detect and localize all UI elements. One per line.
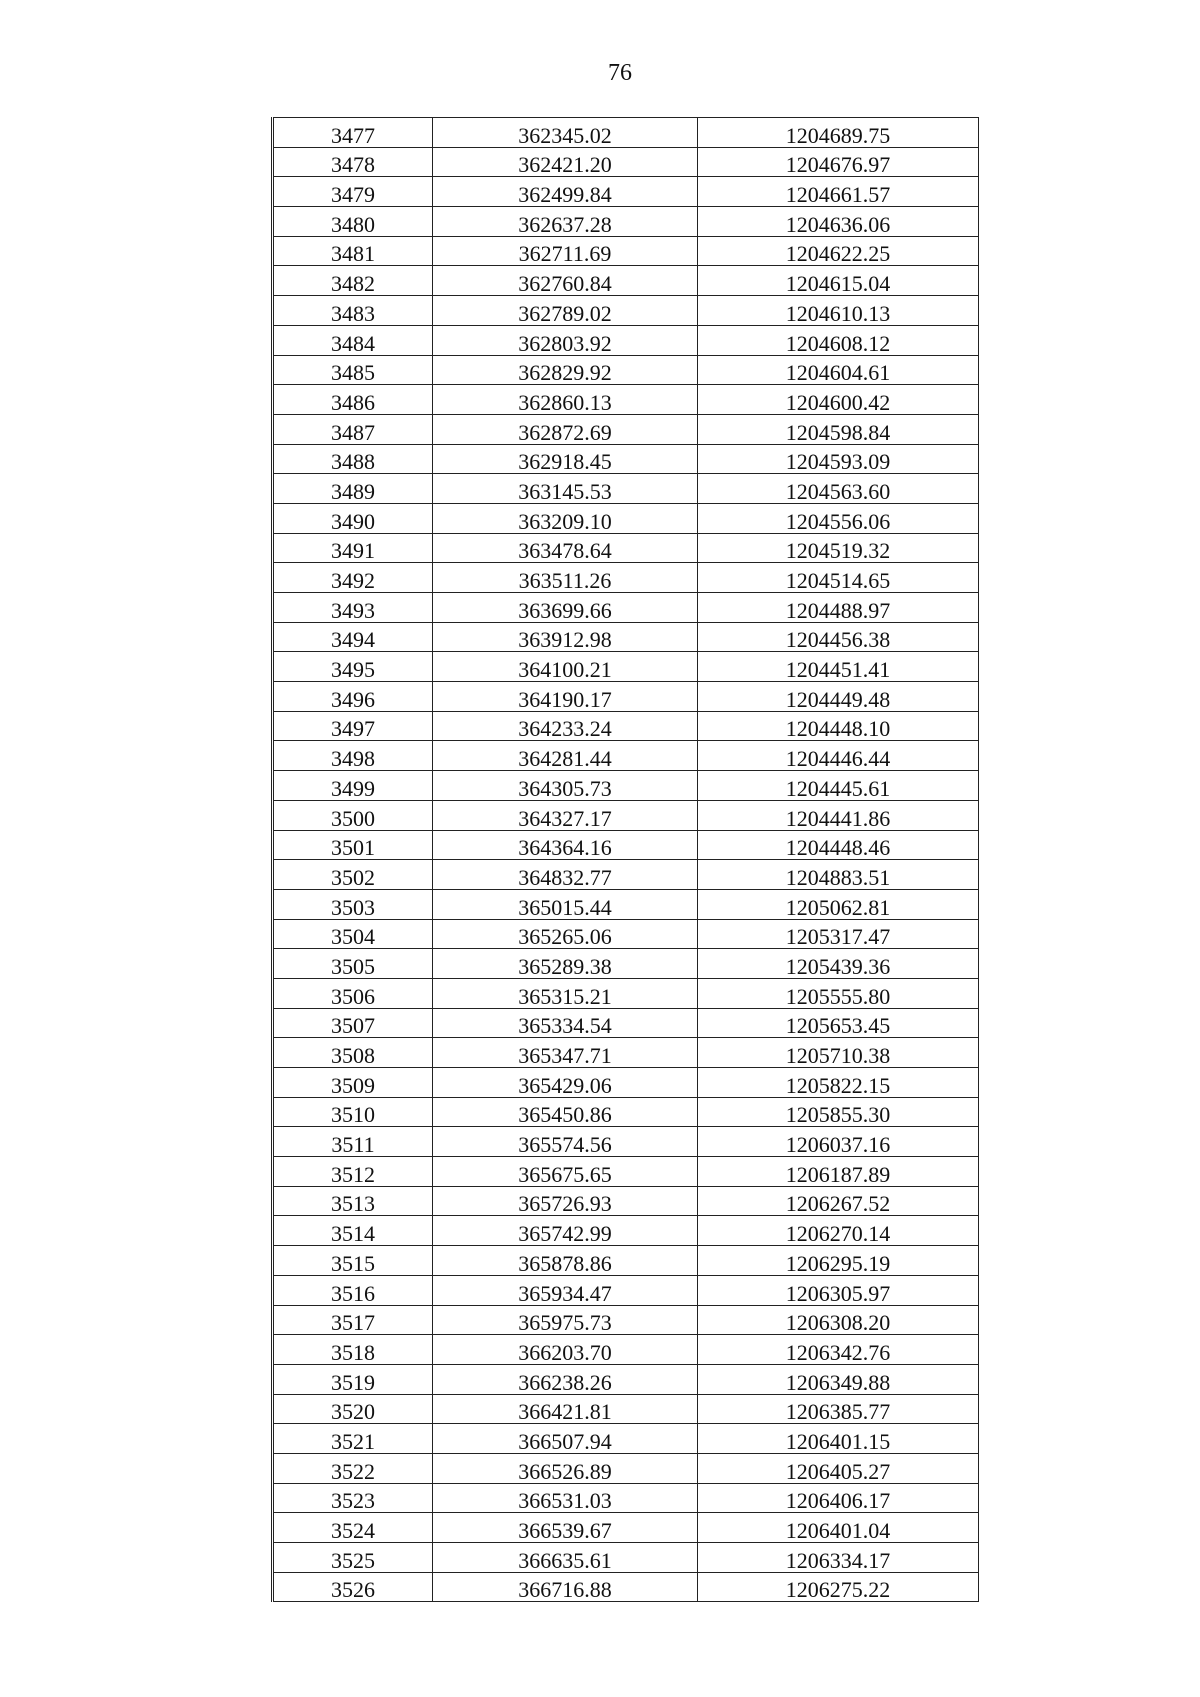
- x-coordinate-cell: 362872.69: [433, 414, 698, 444]
- y-coordinate-cell: 1206405.27: [698, 1453, 979, 1483]
- x-coordinate-cell: 366635.61: [433, 1543, 698, 1573]
- x-coordinate-cell: 365975.73: [433, 1305, 698, 1335]
- y-coordinate-cell: 1206187.89: [698, 1157, 979, 1187]
- x-coordinate-cell: 366716.88: [433, 1572, 698, 1602]
- point-number-cell: 3518: [273, 1335, 433, 1365]
- y-coordinate-cell: 1205439.36: [698, 949, 979, 979]
- table-row: [273, 563, 979, 593]
- point-number-cell: 3478: [273, 147, 433, 177]
- x-coordinate-cell: 366421.81: [433, 1394, 698, 1424]
- table-row: [273, 622, 979, 652]
- y-coordinate-cell: 1205822.15: [698, 1068, 979, 1098]
- y-coordinate-cell: 1204600.42: [698, 385, 979, 415]
- x-coordinate-cell: 363145.53: [433, 474, 698, 504]
- table-row: [273, 978, 979, 1008]
- point-number-cell: 3502: [273, 860, 433, 890]
- table-row: [273, 860, 979, 890]
- y-coordinate-cell: 1206406.17: [698, 1483, 979, 1513]
- point-number-cell: 3501: [273, 830, 433, 860]
- point-number-cell: 3510: [273, 1097, 433, 1127]
- table-row: [273, 1127, 979, 1157]
- y-coordinate-cell: 1205855.30: [698, 1097, 979, 1127]
- coordinates-table: [271, 117, 979, 1602]
- table-row: [273, 1246, 979, 1276]
- point-number-cell: 3496: [273, 682, 433, 712]
- x-coordinate-cell: 362860.13: [433, 385, 698, 415]
- table-row: [273, 1008, 979, 1038]
- point-number-cell: 3497: [273, 711, 433, 741]
- point-number-cell: 3495: [273, 652, 433, 682]
- x-coordinate-cell: 366507.94: [433, 1424, 698, 1454]
- table-row: [273, 1305, 979, 1335]
- table-row: [273, 236, 979, 266]
- point-number-cell: 3494: [273, 622, 433, 652]
- x-coordinate-cell: 362345.02: [433, 118, 698, 148]
- y-coordinate-cell: 1204456.38: [698, 622, 979, 652]
- point-number-cell: 3513: [273, 1186, 433, 1216]
- point-number-cell: 3508: [273, 1038, 433, 1068]
- y-coordinate-cell: 1204676.97: [698, 147, 979, 177]
- x-coordinate-cell: 365315.21: [433, 978, 698, 1008]
- table-row: [273, 503, 979, 533]
- point-number-cell: 3523: [273, 1483, 433, 1513]
- y-coordinate-cell: 1204446.44: [698, 741, 979, 771]
- x-coordinate-cell: 363912.98: [433, 622, 698, 652]
- x-coordinate-cell: 366238.26: [433, 1364, 698, 1394]
- y-coordinate-cell: 1205710.38: [698, 1038, 979, 1068]
- point-number-cell: 3488: [273, 444, 433, 474]
- x-coordinate-cell: 365726.93: [433, 1186, 698, 1216]
- x-coordinate-cell: 365289.38: [433, 949, 698, 979]
- y-coordinate-cell: 1204883.51: [698, 860, 979, 890]
- y-coordinate-cell: 1204689.75: [698, 118, 979, 148]
- y-coordinate-cell: 1206275.22: [698, 1572, 979, 1602]
- y-coordinate-cell: 1204556.06: [698, 503, 979, 533]
- y-coordinate-cell: 1204598.84: [698, 414, 979, 444]
- table-row: [273, 444, 979, 474]
- point-number-cell: 3511: [273, 1127, 433, 1157]
- x-coordinate-cell: 365742.99: [433, 1216, 698, 1246]
- x-coordinate-cell: 364364.16: [433, 830, 698, 860]
- y-coordinate-cell: 1204608.12: [698, 325, 979, 355]
- point-number-cell: 3490: [273, 503, 433, 533]
- table-row: [273, 147, 979, 177]
- y-coordinate-cell: 1204636.06: [698, 207, 979, 237]
- x-coordinate-cell: 362829.92: [433, 355, 698, 385]
- x-coordinate-cell: 364305.73: [433, 771, 698, 801]
- table-row: [273, 1275, 979, 1305]
- y-coordinate-cell: 1205062.81: [698, 889, 979, 919]
- table-row: [273, 1394, 979, 1424]
- table-row: [273, 682, 979, 712]
- y-coordinate-cell: 1204610.13: [698, 296, 979, 326]
- y-coordinate-cell: 1204448.46: [698, 830, 979, 860]
- y-coordinate-cell: 1204519.32: [698, 533, 979, 563]
- point-number-cell: 3522: [273, 1453, 433, 1483]
- point-number-cell: 3514: [273, 1216, 433, 1246]
- y-coordinate-cell: 1204449.48: [698, 682, 979, 712]
- x-coordinate-cell: 362803.92: [433, 325, 698, 355]
- y-coordinate-cell: 1204451.41: [698, 652, 979, 682]
- table-row: [273, 800, 979, 830]
- x-coordinate-cell: 362499.84: [433, 177, 698, 207]
- table-row: [273, 266, 979, 296]
- point-number-cell: 3487: [273, 414, 433, 444]
- x-coordinate-cell: 363511.26: [433, 563, 698, 593]
- point-number-cell: 3519: [273, 1364, 433, 1394]
- coordinates-table-body: [273, 118, 979, 1602]
- page-number: 76: [608, 60, 632, 86]
- table-row: [273, 1097, 979, 1127]
- y-coordinate-cell: 1204604.61: [698, 355, 979, 385]
- table-row: [273, 1364, 979, 1394]
- x-coordinate-cell: 366531.03: [433, 1483, 698, 1513]
- point-number-cell: 3480: [273, 207, 433, 237]
- table-row: [273, 741, 979, 771]
- x-coordinate-cell: 362637.28: [433, 207, 698, 237]
- x-coordinate-cell: 362760.84: [433, 266, 698, 296]
- y-coordinate-cell: 1206305.97: [698, 1275, 979, 1305]
- x-coordinate-cell: 366539.67: [433, 1513, 698, 1543]
- point-number-cell: 3509: [273, 1068, 433, 1098]
- y-coordinate-cell: 1206342.76: [698, 1335, 979, 1365]
- table-row: [273, 533, 979, 563]
- y-coordinate-cell: 1204488.97: [698, 593, 979, 623]
- x-coordinate-cell: 364100.21: [433, 652, 698, 682]
- table-row: [273, 1424, 979, 1454]
- y-coordinate-cell: 1204514.65: [698, 563, 979, 593]
- point-number-cell: 3517: [273, 1305, 433, 1335]
- y-coordinate-cell: 1206270.14: [698, 1216, 979, 1246]
- table-row: [273, 1453, 979, 1483]
- x-coordinate-cell: 365265.06: [433, 919, 698, 949]
- y-coordinate-cell: 1205555.80: [698, 978, 979, 1008]
- point-number-cell: 3499: [273, 771, 433, 801]
- y-coordinate-cell: 1204661.57: [698, 177, 979, 207]
- point-number-cell: 3516: [273, 1275, 433, 1305]
- table-row: [273, 1068, 979, 1098]
- x-coordinate-cell: 365334.54: [433, 1008, 698, 1038]
- table-row: [273, 919, 979, 949]
- point-number-cell: 3526: [273, 1572, 433, 1602]
- point-number-cell: 3498: [273, 741, 433, 771]
- x-coordinate-cell: 365574.56: [433, 1127, 698, 1157]
- y-coordinate-cell: 1206295.19: [698, 1246, 979, 1276]
- x-coordinate-cell: 366526.89: [433, 1453, 698, 1483]
- point-number-cell: 3489: [273, 474, 433, 504]
- table-row: [273, 1038, 979, 1068]
- table-row: [273, 1513, 979, 1543]
- x-coordinate-cell: 364281.44: [433, 741, 698, 771]
- table-row: [273, 325, 979, 355]
- y-coordinate-cell: 1206349.88: [698, 1364, 979, 1394]
- point-number-cell: 3524: [273, 1513, 433, 1543]
- y-coordinate-cell: 1204441.86: [698, 800, 979, 830]
- point-number-cell: 3515: [273, 1246, 433, 1276]
- point-number-cell: 3503: [273, 889, 433, 919]
- y-coordinate-cell: 1205317.47: [698, 919, 979, 949]
- point-number-cell: 3481: [273, 236, 433, 266]
- y-coordinate-cell: 1204445.61: [698, 771, 979, 801]
- x-coordinate-cell: 363699.66: [433, 593, 698, 623]
- point-number-cell: 3504: [273, 919, 433, 949]
- x-coordinate-cell: 364327.17: [433, 800, 698, 830]
- point-number-cell: 3483: [273, 296, 433, 326]
- point-number-cell: 3477: [273, 118, 433, 148]
- x-coordinate-cell: 365015.44: [433, 889, 698, 919]
- table-row: [273, 1186, 979, 1216]
- point-number-cell: 3479: [273, 177, 433, 207]
- x-coordinate-cell: 363209.10: [433, 503, 698, 533]
- point-number-cell: 3512: [273, 1157, 433, 1187]
- point-number-cell: 3525: [273, 1543, 433, 1573]
- x-coordinate-cell: 365450.86: [433, 1097, 698, 1127]
- table-row: [273, 830, 979, 860]
- y-coordinate-cell: 1206401.04: [698, 1513, 979, 1543]
- table-row: [273, 296, 979, 326]
- y-coordinate-cell: 1206037.16: [698, 1127, 979, 1157]
- table-row: [273, 771, 979, 801]
- table-row: [273, 177, 979, 207]
- table-row: [273, 711, 979, 741]
- x-coordinate-cell: 364233.24: [433, 711, 698, 741]
- table-row: [273, 355, 979, 385]
- y-coordinate-cell: 1206401.15: [698, 1424, 979, 1454]
- table-row: [273, 889, 979, 919]
- table-row: [273, 118, 979, 148]
- x-coordinate-cell: 365934.47: [433, 1275, 698, 1305]
- y-coordinate-cell: 1206334.17: [698, 1543, 979, 1573]
- point-number-cell: 3493: [273, 593, 433, 623]
- y-coordinate-cell: 1204448.10: [698, 711, 979, 741]
- table-row: [273, 949, 979, 979]
- y-coordinate-cell: 1206267.52: [698, 1186, 979, 1216]
- x-coordinate-cell: 362789.02: [433, 296, 698, 326]
- x-coordinate-cell: 366203.70: [433, 1335, 698, 1365]
- y-coordinate-cell: 1204563.60: [698, 474, 979, 504]
- table-row: [273, 1483, 979, 1513]
- point-number-cell: 3520: [273, 1394, 433, 1424]
- table-row: [273, 1572, 979, 1602]
- table-row: [273, 593, 979, 623]
- y-coordinate-cell: 1204622.25: [698, 236, 979, 266]
- point-number-cell: 3492: [273, 563, 433, 593]
- table-row: [273, 1543, 979, 1573]
- point-number-cell: 3486: [273, 385, 433, 415]
- point-number-cell: 3482: [273, 266, 433, 296]
- point-number-cell: 3484: [273, 325, 433, 355]
- table-row: [273, 1335, 979, 1365]
- x-coordinate-cell: 364832.77: [433, 860, 698, 890]
- point-number-cell: 3505: [273, 949, 433, 979]
- point-number-cell: 3500: [273, 800, 433, 830]
- y-coordinate-cell: 1204593.09: [698, 444, 979, 474]
- table-row: [273, 414, 979, 444]
- x-coordinate-cell: 362918.45: [433, 444, 698, 474]
- point-number-cell: 3506: [273, 978, 433, 1008]
- x-coordinate-cell: 363478.64: [433, 533, 698, 563]
- y-coordinate-cell: 1206308.20: [698, 1305, 979, 1335]
- point-number-cell: 3521: [273, 1424, 433, 1454]
- table-row: [273, 652, 979, 682]
- y-coordinate-cell: 1205653.45: [698, 1008, 979, 1038]
- x-coordinate-cell: 364190.17: [433, 682, 698, 712]
- x-coordinate-cell: 365675.65: [433, 1157, 698, 1187]
- x-coordinate-cell: 362421.20: [433, 147, 698, 177]
- point-number-cell: 3491: [273, 533, 433, 563]
- x-coordinate-cell: 362711.69: [433, 236, 698, 266]
- table-row: [273, 1216, 979, 1246]
- table-row: [273, 474, 979, 504]
- x-coordinate-cell: 365429.06: [433, 1068, 698, 1098]
- point-number-cell: 3485: [273, 355, 433, 385]
- y-coordinate-cell: 1206385.77: [698, 1394, 979, 1424]
- x-coordinate-cell: 365347.71: [433, 1038, 698, 1068]
- table-row: [273, 207, 979, 237]
- table-row: [273, 1157, 979, 1187]
- x-coordinate-cell: 365878.86: [433, 1246, 698, 1276]
- y-coordinate-cell: 1204615.04: [698, 266, 979, 296]
- table-row: [273, 385, 979, 415]
- point-number-cell: 3507: [273, 1008, 433, 1038]
